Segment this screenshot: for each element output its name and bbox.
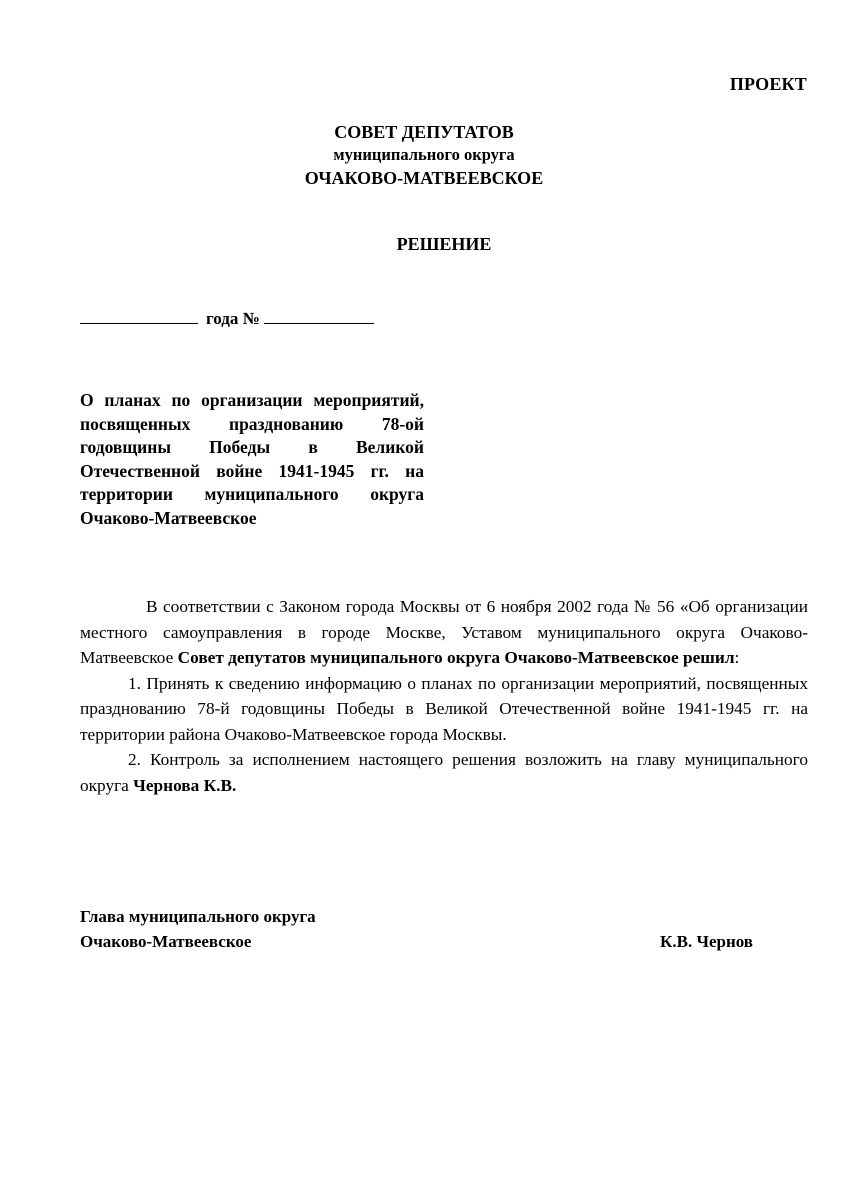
item-2-text: 2. Контроль за исполнением настоящего решения возложить на главу муниципального округа [80, 750, 808, 795]
year-number-label: года № [206, 309, 260, 328]
draft-label: ПРОЕКТ [729, 74, 807, 94]
intro-bold-text: Совет депутатов муниципального округа Очаково-Матвеевское решил [177, 648, 735, 667]
date-blank [80, 306, 198, 324]
district-name: ОЧАКОВО-МАТВЕЕВСКОЕ [304, 168, 544, 188]
decision-item-2 [80, 747, 808, 798]
council-name: СОВЕТ ДЕПУТАТОВ [334, 122, 514, 142]
number-blank [264, 306, 374, 324]
signatory-name: К.В. Чернов [660, 932, 753, 951]
signatory-position-line-1: Глава муниципального округа [80, 907, 316, 926]
decision-item-1: 1. Принять к сведению информацию о планах по организации мероприятий, посвященных празднованию 78-й годовщины Победы в Великой Отечественной войне 1941-1945 гг. на территории района Очаково-Матвеевское города Москвы. [80, 673, 808, 744]
document-title: РЕШЕНИЕ [396, 234, 492, 254]
date-number-line [80, 306, 374, 329]
decision-body [80, 594, 808, 798]
decision-subject: О планах по организации мероприятий, посвященных празднованию 78-ой годовщины Победы в Великой Отечественной войне 1941-1945 гг. на территории муниципального округа Очаково-Матвеевское [80, 390, 424, 528]
municipal-label: муниципального округа [333, 145, 515, 164]
signatory-position-line-2: Очаково-Матвеевское [80, 932, 252, 951]
issuer-header [0, 120, 848, 190]
intro-text: В соответствии с Законом города Москвы от 6 ноября 2002 года № 56 «Об организации местного самоуправления в городе Москве, Уставом муниципального округа Очаково-Матвеевское [80, 597, 808, 667]
signature-block [80, 904, 760, 954]
intro-paragraph [80, 594, 808, 671]
item-2-bold-name: Чернова К.В. [133, 775, 237, 795]
intro-tail: : [734, 648, 740, 667]
